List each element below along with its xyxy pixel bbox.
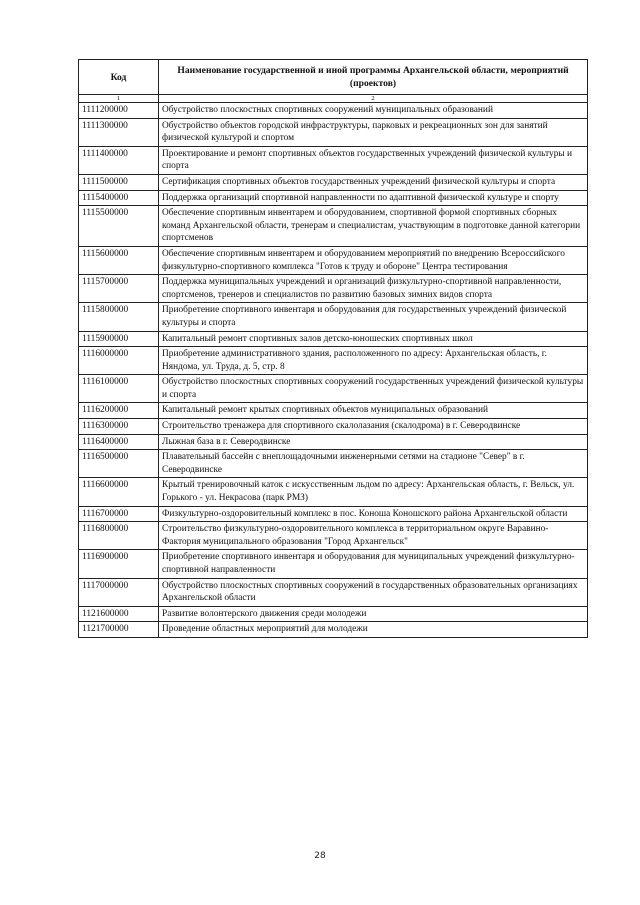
row-code: 1116700000 bbox=[79, 506, 159, 522]
row-name: Развитие волонтерского движения среди молодежи bbox=[159, 606, 588, 622]
table-row bbox=[79, 347, 588, 375]
row-name: Поддержка организаций спортивной направленности по адаптивной физической культуре и спорту bbox=[159, 190, 588, 206]
row-code: 1111200000 bbox=[79, 103, 159, 119]
row-code: 1116900000 bbox=[79, 550, 159, 578]
table-row bbox=[79, 331, 588, 347]
row-name: Крытый тренировочный каток с искусственным льдом по адресу: Архангельская область, г. Вельск, ул. Горького - ул. Некрасова (парк РМЗ) bbox=[159, 478, 588, 506]
row-code: 1115400000 bbox=[79, 190, 159, 206]
row-code: 1111500000 bbox=[79, 174, 159, 190]
table-row bbox=[79, 578, 588, 606]
table-row bbox=[79, 275, 588, 303]
row-name: Строительство физкультурно-оздоровительного комплекса в территориальном округе Варавино-Фактория муниципального образования "Город Архангельск" bbox=[159, 522, 588, 550]
row-name: Приобретение спортивного инвентаря и оборудования для государственных учреждений физической культуры и спорта bbox=[159, 303, 588, 331]
table-row bbox=[79, 206, 588, 247]
row-name: Капитальный ремонт крытых спортивных объектов муниципальных образований bbox=[159, 403, 588, 419]
table-row bbox=[79, 478, 588, 506]
row-name: Лыжная база в г. Северодвинске bbox=[159, 434, 588, 450]
row-code: 1116400000 bbox=[79, 434, 159, 450]
row-code: 1111300000 bbox=[79, 118, 159, 146]
table-body bbox=[79, 103, 588, 638]
row-code: 1116600000 bbox=[79, 478, 159, 506]
programs-table bbox=[78, 59, 588, 638]
row-name: Сертификация спортивных объектов государственных учреждений физической культуры и спорта bbox=[159, 174, 588, 190]
row-name: Проектирование и ремонт спортивных объектов государственных учреждений физической культуры и спорта bbox=[159, 146, 588, 174]
row-code: 1115600000 bbox=[79, 246, 159, 274]
row-code: 1115900000 bbox=[79, 331, 159, 347]
row-name: Строительство тренажера для спортивного скалолазания (скалодрома) в г. Северодвинске bbox=[159, 419, 588, 435]
row-name: Обустройство плоскостных спортивных сооружений муниципальных образований bbox=[159, 103, 588, 119]
row-name: Обустройство плоскостных спортивных сооружений государственных учреждений физической культуры и спорта bbox=[159, 375, 588, 403]
column-numbers-row bbox=[79, 95, 588, 103]
row-code: 1117000000 bbox=[79, 578, 159, 606]
row-name: Приобретение спортивного инвентаря и оборудования для муниципальных учреждений физкультурно-спортивной направленности bbox=[159, 550, 588, 578]
header-code: Код bbox=[79, 60, 159, 95]
header-name: Наименование государственной и иной программы Архангельской области, мероприятий (проектов) bbox=[159, 60, 588, 95]
table-row bbox=[79, 103, 588, 119]
row-code: 1116000000 bbox=[79, 347, 159, 375]
row-name: Обеспечение спортивным инвентарем и оборудованием мероприятий по внедрению Всероссийского физкультурно-спортивного комплекса "Готов к труду и обороне" Центра тестирования bbox=[159, 246, 588, 274]
table-row bbox=[79, 246, 588, 274]
table-row bbox=[79, 403, 588, 419]
page-number: 28 bbox=[314, 851, 326, 861]
row-code: 1116300000 bbox=[79, 419, 159, 435]
table-row bbox=[79, 375, 588, 403]
table-row bbox=[79, 506, 588, 522]
table-row bbox=[79, 174, 588, 190]
table-row bbox=[79, 434, 588, 450]
row-name: Плавательный бассейн с внеплощадочными инженерными сетями на стадионе "Север" в г. Северодвинске bbox=[159, 450, 588, 478]
table-row bbox=[79, 606, 588, 622]
row-code: 1115800000 bbox=[79, 303, 159, 331]
row-code: 1116100000 bbox=[79, 375, 159, 403]
row-code: 1116500000 bbox=[79, 450, 159, 478]
table-row bbox=[79, 118, 588, 146]
row-code: 1116800000 bbox=[79, 522, 159, 550]
table-row bbox=[79, 190, 588, 206]
row-code: 1116200000 bbox=[79, 403, 159, 419]
table-row bbox=[79, 622, 588, 638]
table-row bbox=[79, 146, 588, 174]
row-name: Обустройство объектов городской инфраструктуры, парковых и рекреационных зон для занятий физической культурой и спортом bbox=[159, 118, 588, 146]
row-name: Поддержка муниципальных учреждений и организаций физкультурно-спортивной направленности, спортсменов, тренеров и специалистов по развитию базовых зимних видов спорта bbox=[159, 275, 588, 303]
row-code: 1115700000 bbox=[79, 275, 159, 303]
table-row bbox=[79, 550, 588, 578]
row-code: 1121600000 bbox=[79, 606, 159, 622]
row-code: 1121700000 bbox=[79, 622, 159, 638]
column-number-1: 1 bbox=[79, 95, 159, 103]
table-row bbox=[79, 419, 588, 435]
row-name: Проведение областных мероприятий для молодежи bbox=[159, 622, 588, 638]
row-name: Приобретение административного здания, расположенного по адресу: Архангельская область, г. Няндома, ул. Труда, д. 5, стр. 8 bbox=[159, 347, 588, 375]
row-name: Капитальный ремонт спортивных залов детско-юношеских спортивных школ bbox=[159, 331, 588, 347]
table-row bbox=[79, 450, 588, 478]
row-name: Обустройство плоскостных спортивных сооружений в государственных образовательных организациях Архангельской области bbox=[159, 578, 588, 606]
table-header-row bbox=[79, 60, 588, 95]
row-name: Физкультурно-оздоровительный комплекс в пос. Коноша Коношского района Архангельской области bbox=[159, 506, 588, 522]
row-name: Обеспечение спортивным инвентарем и оборудованием, спортивной формой спортивных сборных команд Архангельской области, тренерам и специалистам, участвующим в подготовке данной категории спортсменов bbox=[159, 206, 588, 247]
row-code: 1111400000 bbox=[79, 146, 159, 174]
table-row bbox=[79, 303, 588, 331]
table-row bbox=[79, 522, 588, 550]
row-code: 1115500000 bbox=[79, 206, 159, 247]
column-number-2: 2 bbox=[159, 95, 588, 103]
